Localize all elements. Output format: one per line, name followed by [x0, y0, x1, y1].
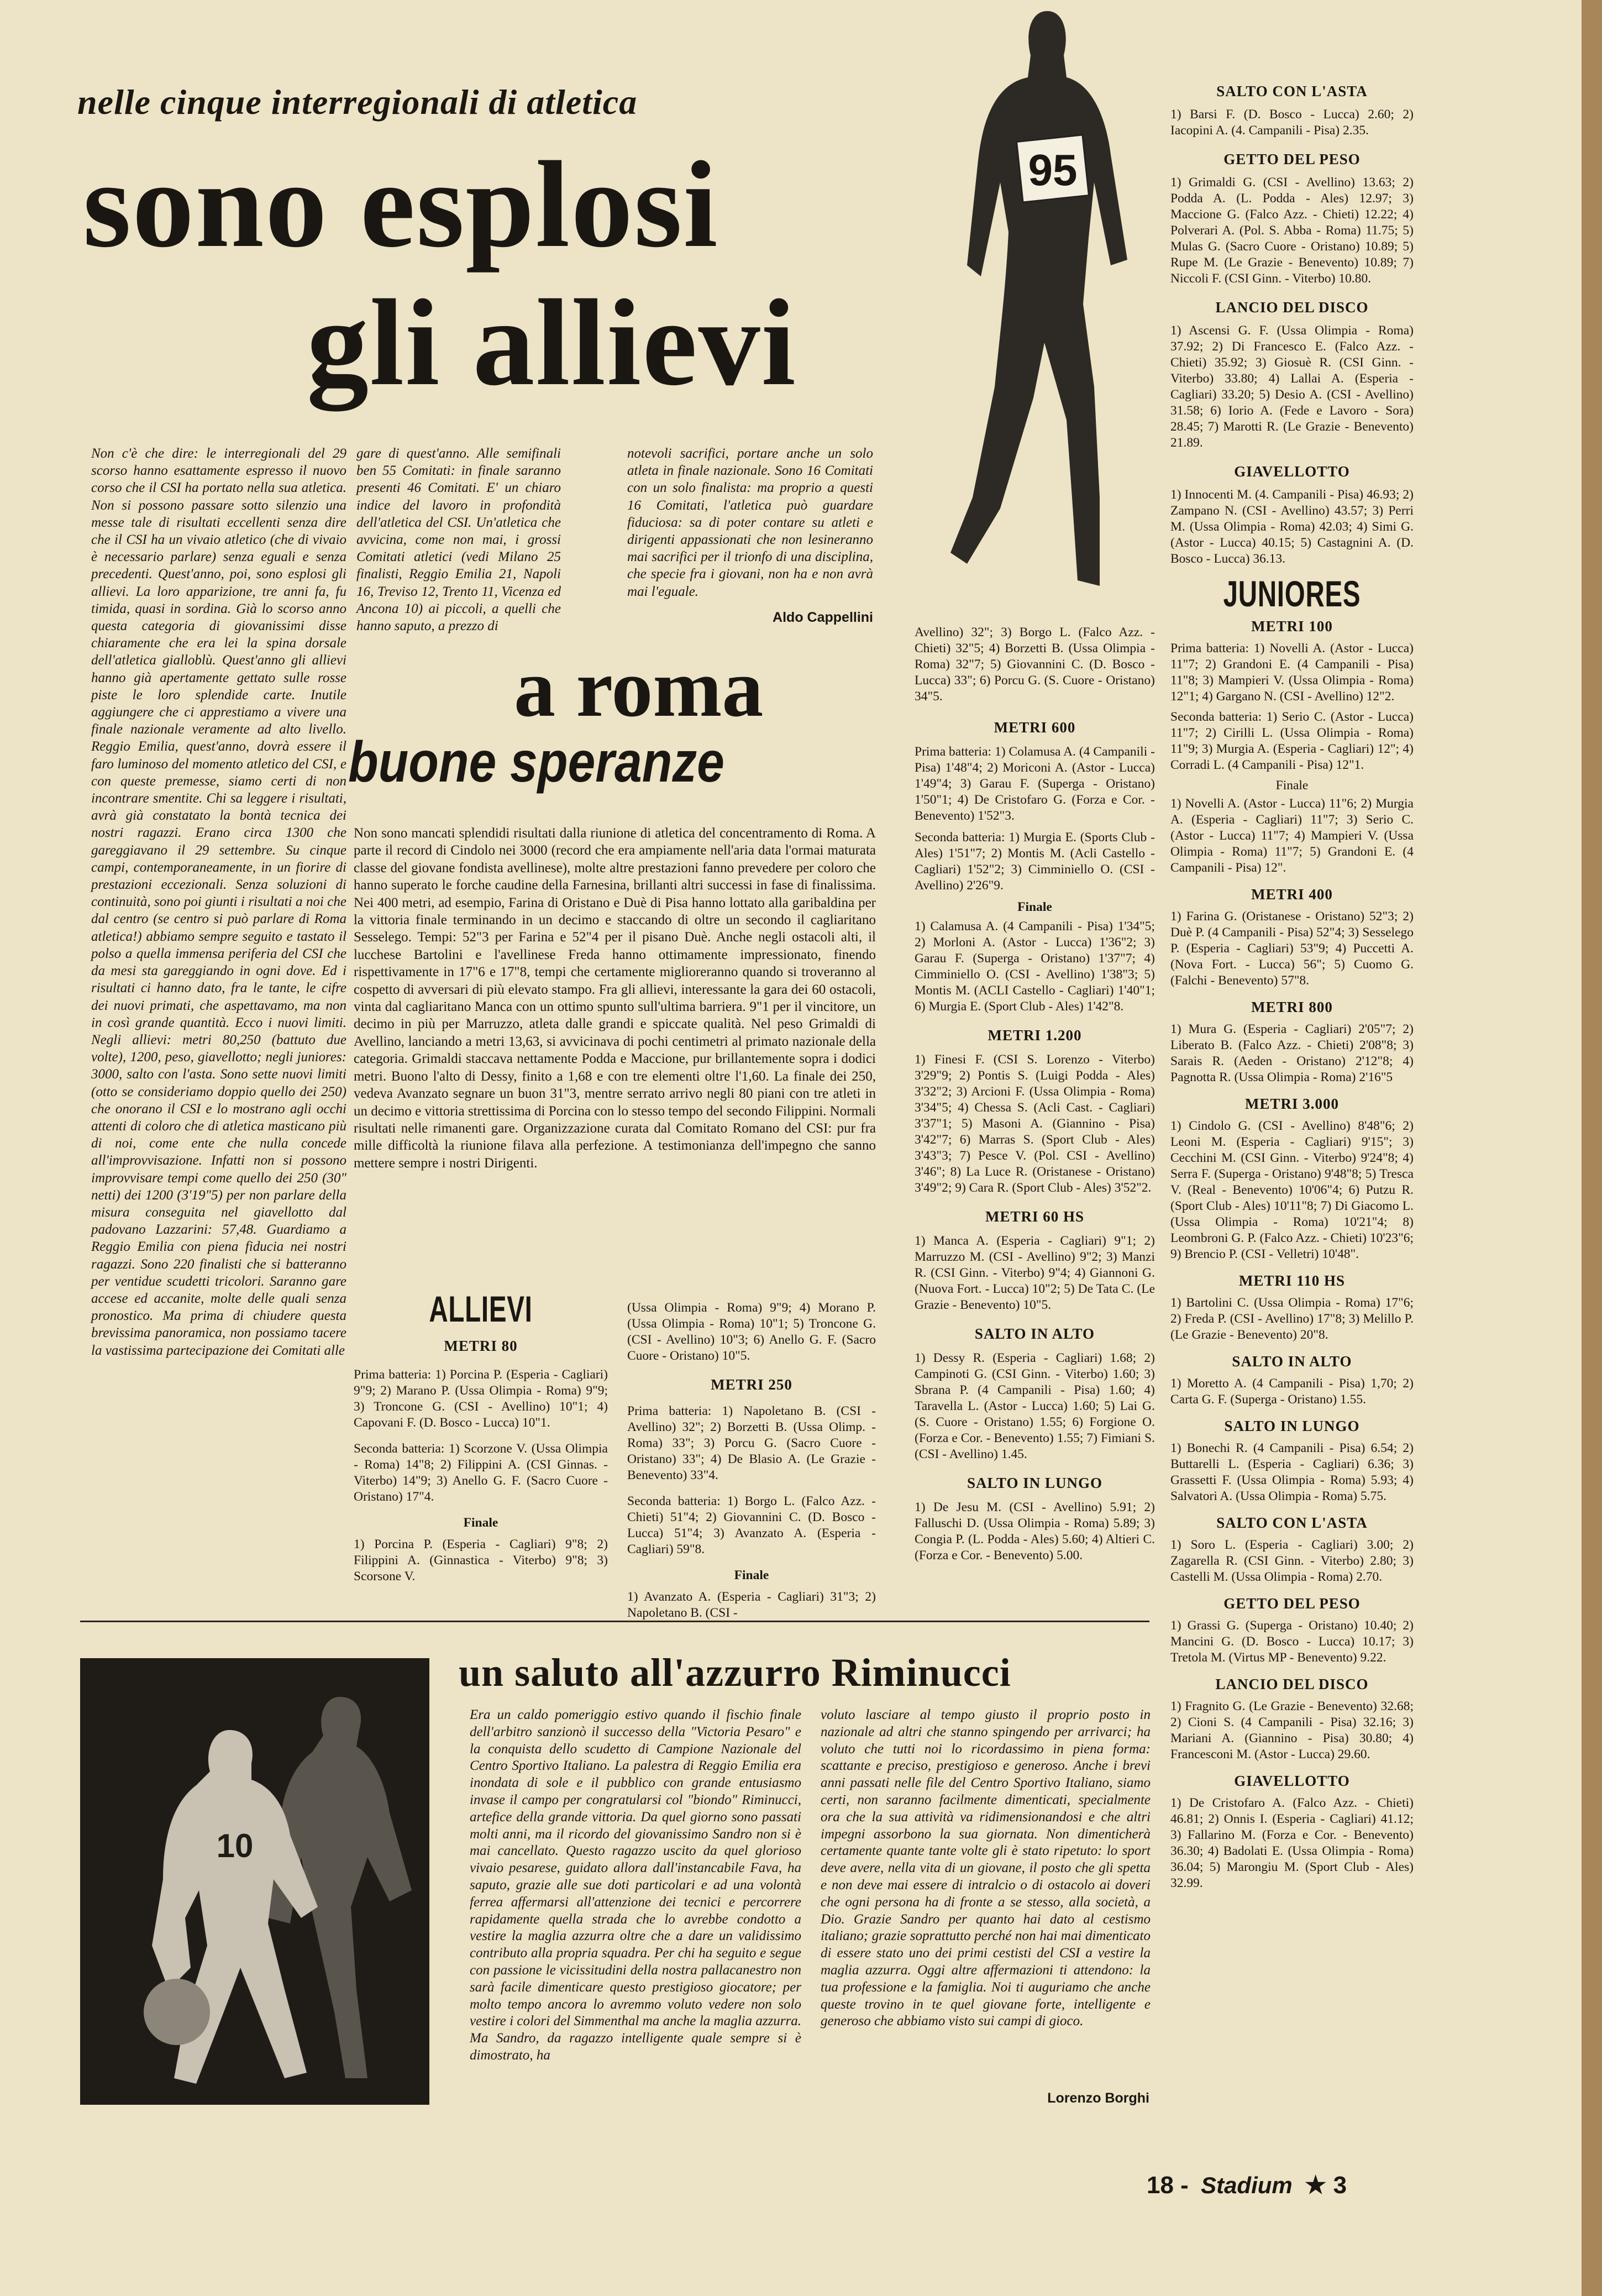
m600-final-label: Finale — [1017, 900, 1052, 914]
right-results-column — [1170, 83, 1414, 1891]
m80-heat-1: Prima batteria: 1) Porcina P. (Esperia - Cagliari) 9"9; 2) Marano P. (Ussa Olimpia - Roma) 9"9; 3) Troncone G. (CSI - Avellino) 10"1; 4) Capovani F. (D. Bosco - Lucca) 10"1. — [354, 1367, 608, 1430]
j100-heat-2: Seconda batteria: 1) Serio C. (Astor - Lucca) 11"7; 2) Cirilli L. (Ussa Olimpia - Roma) 11"9; 3) Murgia A. (Esperia - Cagliari) 12"; 4) Corradi L. (4 Campanili - Pisa) 12"1. — [1170, 710, 1414, 772]
asta-results: 1) Barsi F. (D. Bosco - Lucca) 2.60; 2) Iacopini A. (4. Campanili - Pisa) 2.35. — [1170, 107, 1414, 138]
jdisco-results: 1) Fragnito G. (Le Grazie - Benevento) 32.68; 2) Cioni S. (4 Campanili - Pisa) 32.16; 3) Mariani A. (Giannino - Pisa) 30.80; 4) Francesconi M. (Astor - Lucca) 29.60. — [1170, 1699, 1414, 1762]
title-line-1: sono esplosi — [83, 136, 719, 273]
j110hs-results: 1) Bartolini C. (Ussa Olimpia - Roma) 17"6; 2) Freda P. (CSI - Avellino) 17"8; 3) Melillo P. (Le Grazie - Benevento) 20"8. — [1170, 1296, 1414, 1342]
m80-heat-2: Seconda batteria: 1) Scorzone V. (Ussa Olimpia - Roma) 14"8; 2) Filippini A. (CSI Ginnas. - Viterbo) 14"9; 3) Anello G. F. (Sacro Cuore - Oristano) 17"4. — [354, 1441, 608, 1504]
event-m60hs: METRI 60 HS — [985, 1208, 1085, 1225]
runner-photo — [917, 0, 1166, 619]
peso-results: 1) Grimaldi G. (CSI - Avellino) 13.63; 2) Podda A. (L. Podda - Ales) 12.97; 3) Maccione G. (Falco Azz. - Chieti) 12.22; 4) Polverari A. (Pol. S. Abba - Roma) 11.75; 5) Mulas G. (Sacro Cuore - Oristano) 10.89; 5) Rupe M. (Le Grazie - Benevento) 10.89; 7) Niccoli F. (CSI Ginn. - Viterbo) 10.80. — [1170, 175, 1414, 286]
giavellotto-results: 1) Innocenti M. (4. Campanili - Pisa) 46.93; 2) Zampano N. (CSI - Avellino) 43.57; 3) Perri M. (Ussa Olimpia - Roma) 42.03; 4) Simi G. (Astor - Lucca) 40.15; 5) Castagnini A. (D. Bosco - Lucca) 36.13. — [1170, 487, 1414, 566]
article-col-3: notevoli sacrifici, portare anche un solo atleta in finale nazionale. Sono 16 Comitati con un solo finalista: ma proprio a questi 16 Comitati, l'atletica può guardare fiduciosa: sa di poter contare su atleti e dirigenti appassionati che non lesineranno mai sacrifici per il trionfo di una disciplina, che specie fra i giovani, non ha e non avrà mai l'eguale. — [627, 446, 873, 599]
allievi-results-col-a — [354, 1338, 608, 1585]
roma-article: Non sono mancati splendidi risultati dalla riunione di atletica del concentramento di Roma. A parte il record di Cindolo nei 3000 (record che era ampiamente nell'aria data l'ormai maturata classe del giovane fondista avellinese), molte altre prestazioni fanno prevedere per coloro che hanno superato le forche caudine della Farnesina, brillanti altri successi in fase di finalissima. Nei 400 metri, ad esempio, Farina di Oristano e Duè di Pisa hanno lottato alla garibaldina per la vittoria finale terminando in un decimo e staccando di oltre un secondo il cagliaritano Sesselego. Tempi: 52"3 per Farina e 52"4 per il pisano Duè. Anche negli ostacoli alti, il lucchese Bartolini e l'avellinese Freda hanno ottimamente impressionato, finendo rispettivamente in 17"6 e 17"8, tempi che certamente miglioreranno quando si troveranno al cospetto di avversari di più elevato stampo. Fra gli allievi, interessante la gara dei 60 ostacoli, vinta dal cagliaritano Manca con un ottimo spunto sull'ultima barriera. 9"1 per il vincitore, un decimo in più per Marruzzo, atleta dalle grandi e spiccate qualità. Nel peso Grimaldi di Avellino, lanciando a metri 13,63, si avvicinava di pochi centimetri al primato nazionale della categoria. Grimaldi staccava nettamente Podda e Maccione, pur brillantemente sopra i dodici metri. Buono l'alto di Dessy, finito a 1,68 e con tre elementi oltre l'1,60. La finale dei 250, vedeva Avanzato segnare un buon 31"3, mentre serrato arrivo negli 80 piani con tre atleti in un decimo e vittoria strettissima di Porcina con lo stesso tempo del secondo Filippini. Normali risultati nelle rimanenti gare. Organizzazione curata dal Comitato Romano del CSI: pur fra mille difficoltà la riunione filava alla perfezione. A testimonianza dell'impegno che sanno mettere sempre i nostri Dirigenti. — [354, 826, 876, 1171]
subhead-buone-speranze: buone speranze — [348, 730, 724, 794]
folio-number: 3 — [1333, 2172, 1347, 2199]
jasta-results: 1) Soro L. (Esperia - Cagliari) 3.00; 2) Zagarella R. (CSI Ginn. - Viterbo) 2.80; 3) Castelli M. (Ussa Olimpia - Roma) 2.70. — [1170, 1538, 1414, 1584]
m600-heat-2: Seconda batteria: 1) Murgia E. (Sports Club - Ales) 1'51"7; 2) Montis M. (Acli Castello - Cagliari) 1'52"2; 3) Cimminiello O. (CSI - Avellino) 2'26"9. — [915, 830, 1155, 893]
j100-heat-1: Prima batteria: 1) Novelli A. (Astor - Lucca) 11"7; 2) Grandoni E. (4 Campanili - Pisa) 11"8; 3) Mampieri V. (Ussa Olimpia - Roma) 12"1; 4) Gargano N. (CSI - Avellino) 12"2. — [1170, 641, 1414, 704]
j100-final: 1) Novelli A. (Astor - Lucca) 11"6; 2) Murgia A. (Esperia - Cagliari) 11"7; 3) Serio C. (Astor - Lucca) 11"7; 4) Mampieri V. (Ussa Olimpia - Roma) 11"7; 5) Grandoni E. (4 Campanili - Pisa) 12". — [1170, 796, 1414, 875]
event-jasta: SALTO CON L'ASTA — [1216, 1514, 1368, 1531]
signature-2: Lorenzo Borghi — [1047, 2090, 1149, 2106]
lungo-results: 1) De Jesu M. (CSI - Avellino) 5.91; 2) Falluschi D. (Ussa Olimpia - Roma) 5.89; 3) Congia P. (L. Podda - Ales) 5.60; 4) Altieri C. (Forza e Cor. - Benevento) 5.00. — [915, 1500, 1155, 1563]
m60hs-results: 1) Manca A. (Esperia - Cagliari) 9"1; 2) Marruzzo M. (CSI - Avellino) 9"2; 3) Manzi R. (CSI Ginn. - Viterbo) 9"4; 4) Giannoni G. (Nuova Fort. - Lucca) 10"2; 5) De Tata C. (Le Grazie - Benevento) 10"5. — [915, 1234, 1155, 1312]
event-jdisco: LANCIO DEL DISCO — [1215, 1676, 1369, 1692]
m80-final: 1) Porcina P. (Esperia - Cagliari) 9"8; 2) Filippini A. (Ginnastica - Viterbo) 9"8; 3) Scorsone V. — [354, 1537, 608, 1584]
event-m1200: METRI 1.200 — [988, 1027, 1082, 1044]
subhead-a-roma: a roma — [514, 642, 764, 734]
jpeso-results: 1) Grassi G. (Superga - Oristano) 10.40; 2) Mancini G. (D. Bosco - Lucca) 10.17; 3) Tretola M. (Virtus MP - Benevento) 9.22. — [1170, 1618, 1414, 1665]
event-jlungo: SALTO IN LUNGO — [1224, 1418, 1360, 1434]
m80-final-label: Finale — [463, 1516, 498, 1530]
m600-final: 1) Calamusa A. (4 Campanili - Pisa) 1'34"5; 2) Morloni A. (Astor - Lucca) 1'36"2; 3) Garau F. (Superga - Oristano) 1'37"7; 4) Cimminiello O. (CSI - Avellino) 1'38"3; 5) Montis M. (ACLI Castello - Cagliari) 1'40"1; 6) Murgia E. (Sport Club - Ales) 1'42"8. — [915, 919, 1155, 1014]
j800-results: 1) Mura G. (Esperia - Cagliari) 2'05"7; 2) Liberato B. (Falco Azz. - Chieti) 2'08"8; 3) Sarais R. (Aeden - Oristano) 2'12"8; 4) Pagnotta R. (Ussa Olimpia - Roma) 2'16"5 — [1170, 1022, 1414, 1084]
j400-results: 1) Farina G. (Oristanese - Oristano) 52"3; 2) Duè P. (4 Campanili - Pisa) 52"4; 3) Sesselego P. (Esperia - Cagliari) 53"9; 4) Puccetti A. (Nova Fort. - Lucca) 56"; 5) Cuomo G. (Falchi - Benevento) 57"8. — [1170, 909, 1414, 988]
event-jgiav: GIAVELLOTTO — [1234, 1773, 1350, 1789]
m250-final-cont: Avellino) 32"; 3) Borgo L. (Falco Azz. - Chieti) 32"5; 4) Borzetti B. (Ussa Olimpia - Roma) 32"7; 5) Giovannini C. (D. Bosco - Lucca) 33"; 6) Porcu G. (S. Cuore - Oristano) 34"5. — [915, 625, 1155, 704]
event-alto: SALTO IN ALTO — [974, 1325, 1095, 1342]
bib-number: 95 — [1028, 145, 1078, 195]
jlungo-results: 1) Bonechi R. (4 Campanili - Pisa) 6.54; 2) Buttarelli L. (Esperia - Cagliari) 6.36; 3) Grassetti F. (Ussa Olimpia - Roma) 5.93; 4) Salvatori A. (Ussa Olimpia - Roma) 5.75. — [1170, 1441, 1414, 1503]
allievi-heading: ALLIEVI — [429, 1288, 533, 1329]
event-j110hs: METRI 110 HS — [1238, 1272, 1346, 1289]
event-jalto: SALTO IN ALTO — [1232, 1353, 1352, 1370]
event-jpeso: GETTO DEL PESO — [1223, 1595, 1361, 1612]
event-m600: METRI 600 — [994, 719, 1076, 736]
event-j3000: METRI 3.000 — [1244, 1095, 1339, 1112]
riminucci-heading: un saluto all'azzurro Riminucci — [459, 1650, 1011, 1695]
event-disco: LANCIO DEL DISCO — [1215, 299, 1369, 316]
disco-results: 1) Ascensi G. F. (Ussa Olimpia - Roma) 37.92; 2) Di Francesco E. (Falco Azz. - Chieti) 35.92; 3) Giosuè R. (CSI Ginn. - Viterbo) 33.80; 4) Lallai A. (Esperia - Cagliari) 33.20; 5) Desio A. (CSI - Avellino) 31.58; 6) Iorio A. (Fede e Lavoro - Sora) 28.45; 7) Marotti R. (Le Grazie - Benevento) 21.89. — [1170, 323, 1414, 450]
m250-final: 1) Avanzato A. (Esperia - Cagliari) 31"3; 2) Napoletano B. (CSI - — [627, 1590, 876, 1620]
event-asta: SALTO CON L'ASTA — [1216, 83, 1368, 99]
j3000-results: 1) Cindolo G. (CSI - Avellino) 8'48"6; 2) Leoni M. (Esperia - Cagliari) 9'15"; 3) Cecchini M. (CSI Ginn. - Viterbo) 9'24"8; 4) Serra F. (Superga - Oristano) 9'48"8; 5) Tresca V. (Real - Benevento) 10'06"4; 6) Putzu R. (Sport Club - Ales) 10'11"8; 7) Di Giacomo L. (Ussa Olimpia - Roma) 10'21"4; 8) Leombroni G. P. (Falco Azz. - Chieti) 10'23"6; 9) Brencio P. (CSI - Velletri) 10'48". — [1170, 1119, 1414, 1261]
folio-magazine: Stadium — [1201, 2172, 1293, 2198]
event-giavellotto: GIAVELLOTTO — [1234, 463, 1350, 480]
allievi-results-col-c — [915, 625, 1155, 1564]
signature-1: Aldo Cappellini — [773, 610, 873, 625]
event-j100: METRI 100 — [1251, 618, 1333, 635]
riminucci-col-1: Era un caldo pomeriggio estivo quando il fischio finale dell'arbitro sanzionò il successo della "Victoria Pesaro" e la conquista dello scudetto di Campione Nazionale del Centro Sportivo Italiano. La palestra di Reggio Emilia era inondata di sole e il pubblico con grande entusiasmo invase il campo per congratularsi col "biondo" Riminucci, artefice della grande vittoria. Da quel giorno sono passati molti anni, ma il ricordo del giovanissimo Sandro non si è mai cancellato. Questo ragazzo uscito da quel glorioso vivaio pesarese, guidato allora dall'instancabile Fava, ha saputo, grazie alle sue doti particolari e ad una volontà ferrea affermarsi all'attenzione dei tecnici e percorrere rapidamente quella strada che lo avrebbe condotto a vestire la maglia azzurra oltre che a dare un validissimo contributo alla propria squadra. Per chi ha seguito e segue con passione le vicissitudini della nostra pallacanestro non sarà facile dimenticare questo prestigioso giocatore; per molto tempo ancora lo avremmo voluto vedere non solo vestire i colori del Simmenthal ma anche la maglia azzurra. Ma Sandro, da ragazzo intelligente quale sempre si è dimostrato, ha — [470, 1707, 801, 2063]
basketball-photo — [80, 1658, 429, 2105]
title-line-2: gli allievi — [307, 274, 797, 411]
jersey-number: 10 — [216, 1827, 254, 1864]
event-m80: METRI 80 — [444, 1338, 518, 1354]
alto-results: 1) Dessy R. (Esperia - Cagliari) 1.68; 2) Campinoti G. (CSI Ginn. - Viterbo) 1.60; 3) Sbrana P. (4 Campanili - Pisa) 1.60; 4) Taravella L. (Astor - Lucca) 1.60; 5) Lai G. (S. Cuore - Oristano) 1.55; 6) Forgione O. (Forza e Cor. - Benevento) 1.55; 7) Fimiani S. (CSI - Avellino) 1.45. — [915, 1351, 1155, 1461]
juniores-heading: JUNIORES — [1223, 573, 1361, 614]
page-edge — [1582, 0, 1602, 2296]
event-m250: METRI 250 — [711, 1376, 792, 1393]
basketball-player-icon — [80, 1658, 429, 2105]
m250-final-label: Finale — [734, 1568, 769, 1582]
m250-heat-1: Prima batteria: 1) Napoletano B. (CSI - Avellino) 32"; 2) Borzetti B. (Ussa Olimp. - Roma) 33"; 3) Porcu G. (Sacro Cuore - Oristano) 33"; 4) De Blasio A. (Le Grazie - Benevento) 33"4. — [627, 1404, 876, 1482]
runner-icon — [917, 0, 1166, 619]
article-col-1: Non c'è che dire: le interregionali del 29 scorso hanno esattamente espresso il nuovo corso che il CSI ha portato nella sua atletica. Non si possono passare sotto silenzio una messe tale di risultati eccellenti senza dire che il CSI ha un vivaio atletico (che di vivaio è necessario parlare) senza eguali e senza precedenti. Quest'anno, poi, sono esplosi gli allievi. La loro apparizione, tre anni fa, fu timida, quasi in sordina. Già lo scorso anno questa categoria di giovanissimi disse chiaramente che era lei la spina dorsale dell'atletica gialloblù. Quest'anno gli allievi hanno già apertamente gettato sulle rosse piste le loro splendide carte. Inutile aggiungere che ci apprestiamo a vivere una finale nazionale veramente ad alto livello. Reggio Emilia, quest'anno, dovrà essere il faro luminoso del momento atletico del CSI, e con queste premesse, siamo certi di non incontrare smentite. Chi sa leggere i risultati, avrà già constatato la bontà tecnica dei nostri ragazzi. Erano circa 1300 che gareggiavano il 29 settembre. Su cinque campi, contemporaneamente, in un fiorire di prestazioni eccezionali. Senza soluzioni di continuità, sono poi giunti i risultati a noi che dal centro (se centro si può parlare di Roma atletica!) abbiamo sempre seguito e tastato il polso a quella immensa periferia del CSI che da mesi sta gareggiando in ogni dove. Ed i risultati ci hanno dato, fra le tante, le cifre dei nuovi primati, che aspettavamo, ma non in così grande quantità. Ecco i nuovi limiti. Negli allievi: metri 80,250 (battuto due volte), 1200, peso, giavellotto; negli juniores: 3000, salto con l'asta. Sono sette nuovi limiti (otto se consideriamo doppio quello dei 250) che onorano il CSI e lo mostrano agli occhi attenti di coloro che di atletica masticano più di noi, come ente che nulla concede all'improvvisazione. Infatti non si possono improvvisare tempi come quello dei 250 (30" netti) dei 1200 (3'19"5) per non parlare della misura conseguita nel giavellotto dal padovano Lazzarini: 57,48. Guardiamo a Reggio Emilia con piena fiducia nei nostri ragazzi. Sono 220 finalisti che si batteranno per ventidue scudetti tricolori. Saranno gare accese ed accanite, molte delle quali senza pronostico. Ma prima di chiudere questa brevissima panoramica, non possiamo tacere la vastissima partecipazione dei Comitati alle — [91, 446, 346, 1358]
kicker: nelle cinque interregionali di atletica — [77, 82, 638, 122]
m250-heat-2: Seconda batteria: 1) Borgo L. (Falco Azz. - Chieti) 51"4; 2) Giovannini C. (D. Bosco - Lucca) 51"4; 3) Avanzato A. (Esperia - Cagliari) 59"8. — [627, 1494, 876, 1556]
star-icon: ★ — [1304, 2172, 1327, 2199]
jgiav-results: 1) De Cristofaro A. (Falco Azz. - Chieti) 46.81; 2) Onnis I. (Esperia - Cagliari) 41.12; 3) Fallarino M. (Forza e Cor. - Benevento) 36.30; 4) Badolati E. (Ussa Olimpia - Roma) 36.04; 5) Marongiu M. (Sport Club - Ales) 32.99. — [1170, 1796, 1414, 1890]
event-lungo: SALTO IN LUNGO — [967, 1475, 1103, 1491]
m1200-results: 1) Finesi F. (CSI S. Lorenzo - Viterbo) 3'29"9; 2) Pontis S. (Luigi Podda - Ales) 3'32"2; 3) Arcioni F. (Ussa Olimpia - Roma) 3'34"5; 4) Chessa S. (Acli Cast. - Cagliari) 3'37"1; 5) Masoni A. (Giannino - Pisa) 3'42"7; 6) Marras S. (Sport Club - Ales) 3'43"3; 7) Pesce V. (Pol. CSI - Avellino) 3'46"; 8) La Luce R. (Oristanese - Oristano) 3'49"2; 9) Cara R. (Sport Club - Ales) 3'52"2. — [915, 1052, 1155, 1195]
page-folio — [1147, 2171, 1423, 2199]
m80-final-cont: (Ussa Olimpia - Roma) 9"9; 4) Morano P. (Ussa Olimpia - Roma) 10"1; 5) Troncone G. (CSI - Avellino) 10"3; 6) Anello G. F. (Sacro Cuore - Oristano) 10"5. — [627, 1301, 876, 1363]
jalto-results: 1) Moretto A. (4 Campanili - Pisa) 1,70; 2) Carta G. F. (Superga - Oristano) 1.55. — [1170, 1376, 1414, 1407]
riminucci-col-2: voluto lasciare al tempo giusto il proprio posto in nazionale ad altri che stanno spingendo per arrivarci; ha voluto che tutti noi lo ricordassimo in piena forma: scattante e preciso, prestigioso e generoso. Anche i brevi anni passati nelle file del Centro Sportivo Italiano, siamo certi, non saranno facilmente dimenticati, specialmente ora che la sua attività va ridimensionandosi e che altri impegni assorbono la sua giornata. Non dimenticherà certamente quante tante volte gli è stato ripetuto: lo sport deve avere, nella vita di un giovane, il posto che gli spetta e non deve mai essere di intralcio o di ostacolo ai doveri che ogni persona ha di fronte a se stesso, alla società, a Dio. Grazie Sandro per quanto hai dato al cestismo italiano; grazie soprattutto perché non hai mai dimenticato di essere stato uno dei primi cestisti del CSI a vestire la maglia azzurra. Oggi altre affermazioni ti attendono: la tua professione e la famiglia. Noi ti auguriamo che anche queste trovino in te quel giovane forte, intelligente e generoso che abbiamo visto sui campi di gioco. — [821, 1707, 1151, 2029]
event-j400: METRI 400 — [1251, 886, 1333, 903]
event-j800: METRI 800 — [1251, 999, 1333, 1015]
section-divider — [80, 1621, 1149, 1622]
m600-heat-1: Prima batteria: 1) Colamusa A. (4 Campanili - Pisa) 1'48"4; 2) Moriconi A. (Astor - Lucca) 1'49"4; 3) Garau F. (Superga - Oristano) 1'50"1; 4) De Cristofaro G. (Forza e Cor. - Benevento) 1'52"3. — [915, 745, 1155, 823]
article-col-2: gare di quest'anno. Alle semifinali ben 55 Comitati: in finale saranno presenti 46 Comitati. E' un chiaro indice del lavoro in profondità dell'atletica del CSI. Un'atletica che avvicina, come non mai, i grossi Comitati atletici (vedi Milano 25 finalisti, Reggio Emilia 21, Napoli 16, Treviso 12, Trento 11, Vicenza ed Ancona 10) ai piccoli, a quelli che hanno saputo, a prezzo di — [356, 446, 561, 634]
event-peso: GETTO DEL PESO — [1223, 151, 1361, 167]
allievi-results-col-b — [627, 1300, 876, 1621]
j100-final-label: Finale — [1275, 778, 1309, 793]
folio-page: 18 - — [1147, 2172, 1189, 2199]
